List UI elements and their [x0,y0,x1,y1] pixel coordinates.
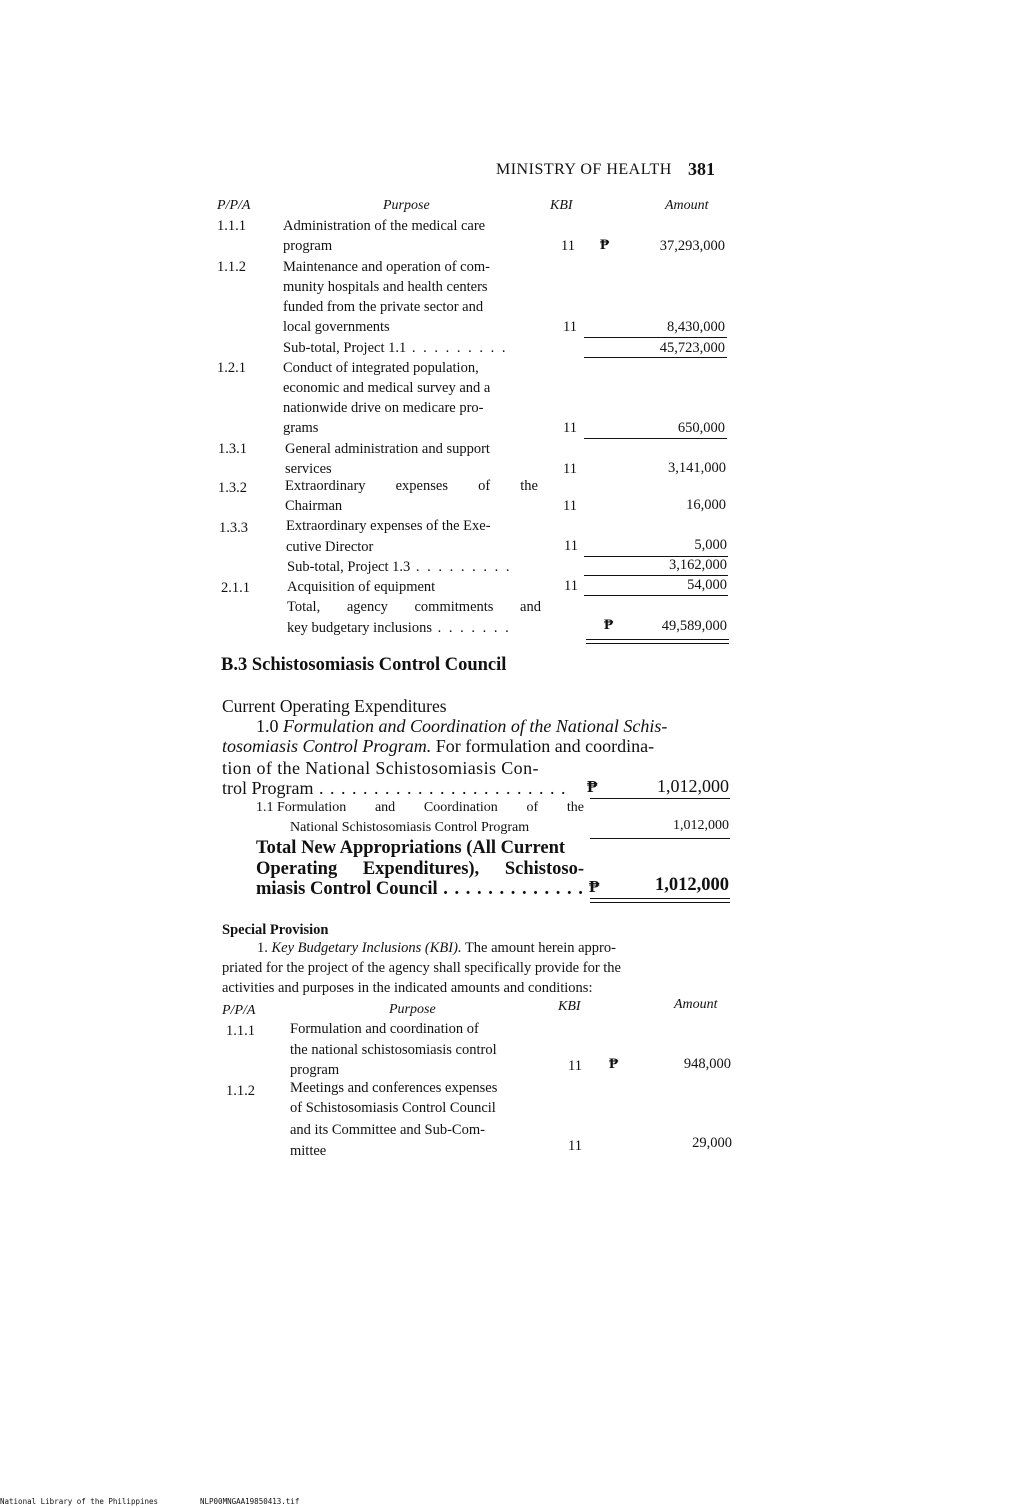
col-header-purpose: Purpose [389,1002,436,1017]
col-header-kbi: KBI [558,999,581,1014]
double-rule-bottom [590,902,730,903]
row-purpose-line: local governments [283,319,390,335]
subtotal-text: Sub-total, Project 1.3 [287,559,411,575]
row-amount: 5,000 [694,537,727,553]
subtotal-label [283,340,508,357]
sub-item-word: and [374,800,396,815]
row-purpose-line: funded from the private sector and [283,299,484,315]
total-text: miasis Control Council [256,879,438,899]
total-word: agency [346,599,388,615]
row-code: 1.1.2 [226,1083,255,1099]
row-purpose-line: Meetings and conferences expenses [290,1080,498,1096]
total-word: Operating [256,859,338,879]
program-amount: 1,012,000 [657,776,729,796]
row-kbi: 11 [561,238,575,254]
paragraph-line [256,716,667,737]
row-amount: 37,293,000 [659,238,725,254]
total-word: Schistoso- [504,859,584,879]
page-number: 381 [688,159,715,179]
row-purpose-line: the national schistosomiasis control [290,1042,497,1058]
row-purpose-line: economic and medical survey and a [283,380,491,396]
row-amount: 948,000 [683,1056,731,1072]
purpose-word: Extraordinary [285,478,366,494]
row-purpose-line: mittee [290,1143,327,1159]
row-purpose-line: munity hospitals and health centers [283,279,488,295]
row-purpose-line: grams [283,420,319,436]
special-provision-line [257,940,616,957]
total-label-line [287,620,511,637]
para-italic-title: tosomiasis Control Program. [222,736,432,756]
special-provision-heading: Special Provision [222,922,329,938]
sub-item-word: of [526,800,539,815]
row-amount: 8,430,000 [667,319,725,335]
total-word: Total, [287,599,321,615]
underline-rule [584,357,727,358]
total-label-line [287,599,541,616]
row-kbi: 11 [563,420,577,436]
leader-dots: . . . . . . . . . . . . . . . . . . . . . . . [313,778,567,798]
row-purpose-line: General administration and support [285,441,490,457]
total-word: Expenditures), [362,859,480,879]
row-kbi: 11 [563,319,577,335]
provision-text: The amount herein appro- [464,940,616,956]
peso-sign: ₱ [604,617,614,633]
section-heading: B.3 Schistosomiasis Control Council [221,655,507,675]
purpose-word: expenses [395,478,448,494]
leader-dots: . . . . . . . . . . . . . [437,879,584,899]
underline-rule [590,798,730,799]
row-code: 1.3.3 [219,520,248,536]
row-amount: 650,000 [677,420,725,436]
running-header-title: MINISTRY OF HEALTH [496,161,672,178]
footer-library-name: National Library of the Philippines [0,1497,159,1506]
row-purpose-line: Acquisition of equipment [287,579,436,595]
row-code: 1.3.1 [218,441,247,457]
row-purpose-line: Administration of the medical care [283,218,486,234]
sub-item-line [256,800,584,816]
underline-rule [584,337,727,338]
para-italic-title: Formulation and Coordination of the National Schis- [283,716,668,736]
sub-item-word: Coordination [423,800,498,815]
special-provision-line: priated for the project of the agency shall specifically provide for the [222,960,621,976]
para-text: For formulation and coordina- [435,736,655,756]
row-code: 1.1.1 [226,1023,255,1039]
total-text: key budgetary inclusions [287,620,432,636]
underline-rule [584,575,728,576]
total-amount: 49,589,000 [661,618,727,634]
total-appropriations-line [256,879,584,900]
row-amount: 54,000 [687,577,727,593]
row-kbi: 11 [564,538,578,554]
row-code: 1.1.1 [217,218,246,234]
col-header-pipa: P/P/A [222,1003,256,1018]
row-purpose-line: Conduct of integrated population, [283,360,479,376]
underline-rule [584,438,727,439]
sub-item-line: National Schistosomiasis Control Program [290,820,530,835]
double-rule-bottom [586,643,729,644]
double-rule-top [586,639,729,640]
col-header-purpose: Purpose [383,198,430,213]
row-purpose-line: Maintenance and operation of com- [283,259,490,275]
sub-item-word: the [566,800,584,815]
row-purpose-line: nationwide drive on medicare pro- [283,400,484,416]
double-rule-top [590,898,730,899]
row-kbi: 11 [564,578,578,594]
special-provision-line: activities and purposes in the indicated amounts and conditions: [222,980,593,996]
row-purpose-line: cutive Director [286,539,374,555]
paragraph-line [222,736,654,757]
col-header-kbi: KBI [550,198,573,213]
para-number: 1.0 [256,716,279,736]
row-code: 1.2.1 [217,360,246,376]
row-code: 1.1.2 [217,259,246,275]
row-amount: 16,000 [686,497,726,513]
total-word: and [520,599,541,615]
paragraph-line: tion of the National Schistosomiasis Con- [222,758,539,778]
row-purpose-line: services [285,461,332,477]
purpose-word: the [520,478,538,494]
row-kbi: 11 [563,498,577,514]
col-header-pipa: P/P/A [217,198,251,213]
leader-dots: . . . . . . . . . [406,340,508,356]
peso-sign: ₱ [609,1056,619,1072]
total-appropriations-line: Total New Appropriations (All Current [256,838,566,858]
provision-italic: Key Budgetary Inclusions (KBI). [271,940,462,956]
row-purpose-line: of Schistosomiasis Control Council [290,1100,496,1116]
purpose-word: of [478,478,491,494]
row-code: 2.1.1 [221,580,250,596]
section-subheading: Current Operating Expenditures [222,696,447,716]
row-amount: 3,141,000 [668,460,726,476]
row-code: 1.3.2 [218,480,247,496]
subtotal-text: Sub-total, Project 1.1 [283,340,407,356]
total-appropriations-line [256,859,584,880]
row-purpose-line: Extraordinary expenses of the Exe- [286,518,491,534]
leader-dots: . . . . . . . . . [410,559,512,575]
underline-rule [590,838,730,839]
sub-item-word: 1.1 Formulation [256,800,347,815]
subtotal-label [287,559,512,576]
col-header-amount: Amount [674,997,718,1012]
row-purpose-line [285,478,538,495]
total-appropriations-amount: 1,012,000 [655,875,729,895]
row-purpose-line: and its Committee and Sub-Com- [290,1122,485,1138]
paragraph-line [222,778,567,799]
subtotal-amount: 45,723,000 [659,340,725,356]
row-purpose-line: Chairman [285,498,343,514]
col-header-amount: Amount [665,198,709,213]
row-kbi: 11 [568,1058,582,1074]
total-word: commitments [414,599,494,615]
row-kbi: 11 [563,461,577,477]
provision-number: 1. [257,940,268,956]
subtotal-amount: 3,162,000 [669,557,727,573]
peso-sign: ₱ [589,877,600,896]
peso-sign: ₱ [587,777,598,796]
sub-item-amount: 1,012,000 [673,818,729,833]
underline-rule [584,595,728,596]
row-kbi: 11 [568,1138,582,1154]
row-purpose-line: Formulation and coordination of [290,1021,479,1037]
row-purpose-line: program [290,1062,340,1078]
row-purpose-line: program [283,238,333,254]
para-text: trol Program [222,778,314,798]
peso-sign: ₱ [600,237,610,253]
footer-file-name: NLP00MNGAA19850413.tif [200,1497,300,1506]
row-amount: 29,000 [692,1135,732,1151]
leader-dots: . . . . . . . [431,620,511,636]
